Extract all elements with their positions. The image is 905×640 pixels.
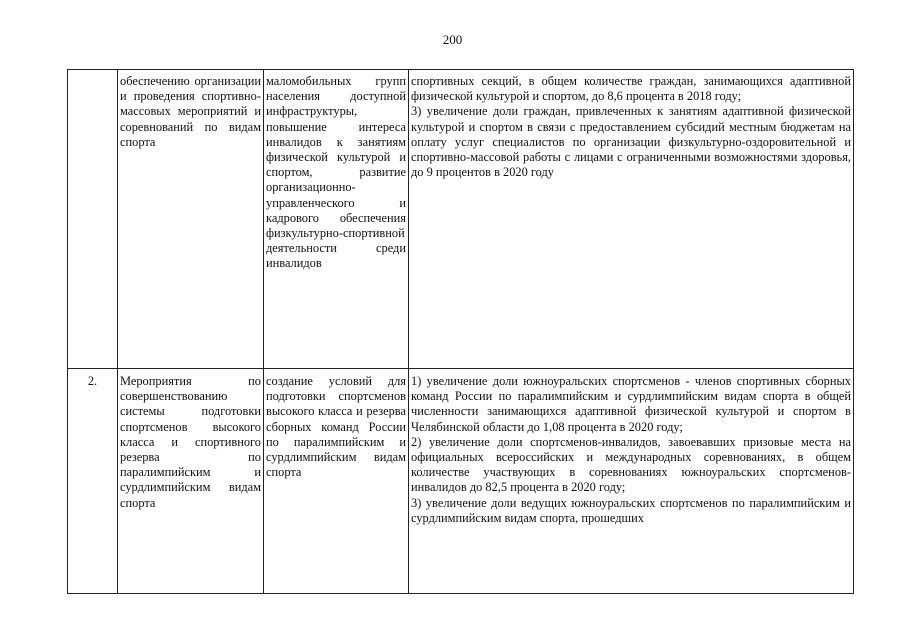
table-row xyxy=(68,369,854,594)
result-paragraph: 3) увеличение доли ведущих южноуральских спортсменов по паралимпийским и сурдлимпийским видам спорта, прошедших xyxy=(411,495,851,525)
event-cell: обеспечению организации и проведения спортивно-массовых мероприятий и соревнований по видам спорта xyxy=(118,70,264,369)
page-number: 200 xyxy=(442,32,463,47)
purpose-cell: создание условий для подготовки спортсменов высокого класса и резерва сборных команд России по паралимпийским и сурдлимпийским видам спорта xyxy=(264,369,409,594)
purpose-cell: маломобильных групп населения доступной инфраструктуры, повышение интереса инвалидов к занятиям физической культурой и спортом, развитие организационно-управленческого и кадрового обеспечения физкультурно-спортивной деятельности среди инвалидов xyxy=(264,70,409,369)
event-cell: Мероприятия по совершенствованию системы подготовки спортсменов высокого класса и спортивного резерва по паралимпийским и сурдлимпийским видам спорта xyxy=(118,369,264,594)
result-paragraph: 1) увеличение доли южноуральских спортсменов - членов спортивных сборных команд России по паралимпийским и сурдлимпийским видам спорта в общей численности занимающихся адаптивной физической культурой и спортом в Челябинской области до 1,08 процента в 2020 году; xyxy=(411,374,851,434)
result-paragraph: спортивных секций, в общем количестве граждан, занимающихся адаптивной физической культурой и спортом, до 8,6 процента в 2018 году; xyxy=(411,74,851,104)
results-cell xyxy=(409,369,854,594)
row-number-cell: 2. xyxy=(68,369,118,594)
result-paragraph: 2) увеличение доли спортсменов-инвалидов, завоевавших призовые места на официальных всероссийских и международных соревнованиях, в общем количестве участвующих в соревнованиях южноуральских спортсменов-инвалидов до 82,5 процента в 2020 году; xyxy=(411,434,851,495)
result-paragraph: 3) увеличение доли граждан, привлеченных к занятиям адаптивной физической культурой и спортом в связи с предоставлением субсидий местным бюджетам на оплату услуг специалистов по организации физкультурно-оздоровительной и спортивно-массовой работы с лицами с ограниченными возможностями здоровья, до 9 процентов в 2020 году xyxy=(411,104,851,180)
row-number-cell xyxy=(68,70,118,369)
results-cell xyxy=(409,70,854,369)
program-table xyxy=(67,69,854,594)
table-row xyxy=(68,70,854,369)
